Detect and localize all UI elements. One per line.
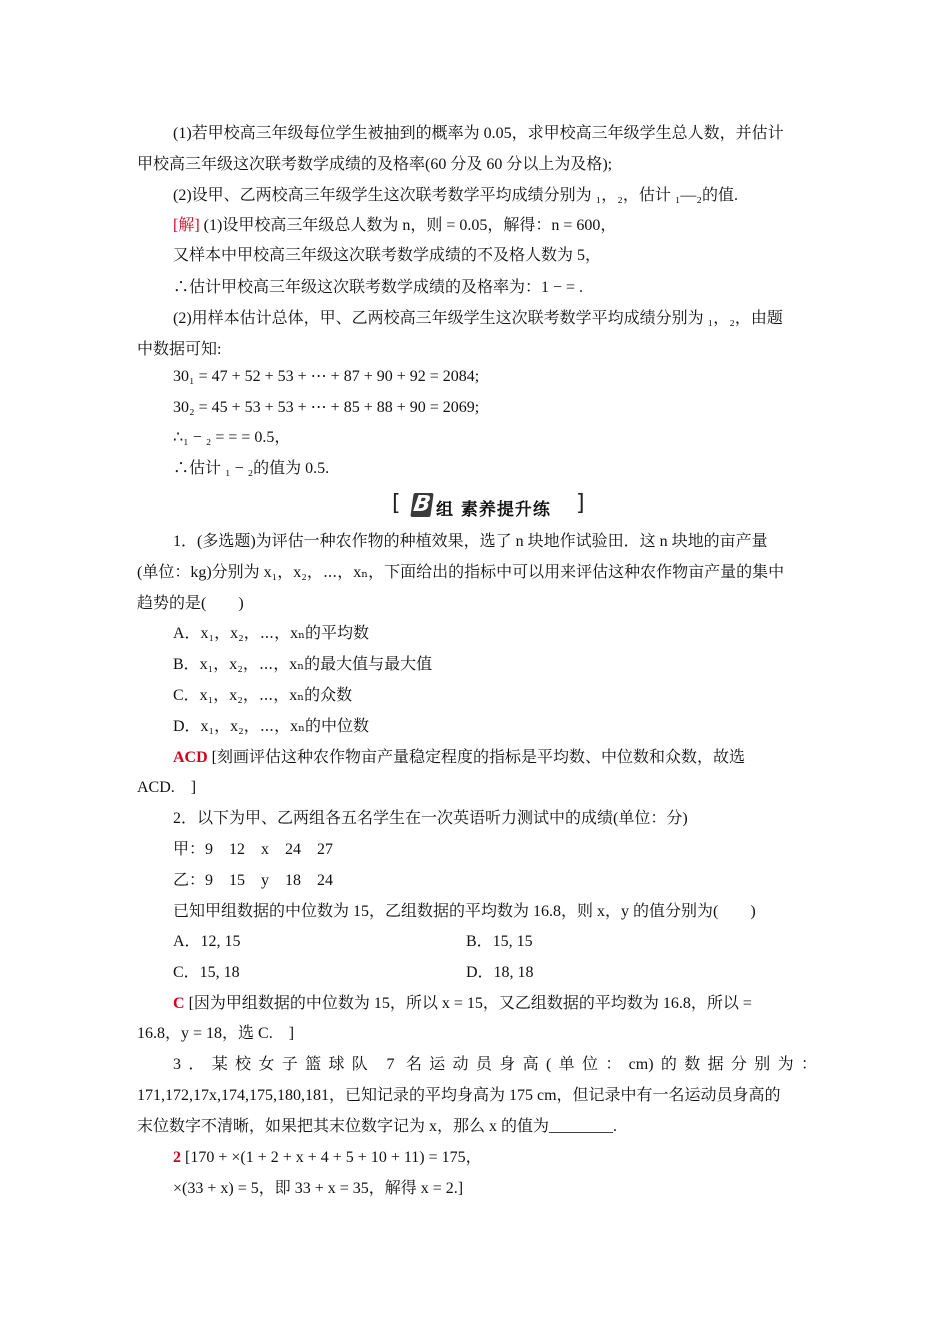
question-2-stem: 已知甲组数据的中位数为 15，乙组数据的平均数为 16.8，则 x，y 的值分别为( ) xyxy=(173,903,756,920)
solution-line xyxy=(173,216,817,236)
answer-text: [170 + ×(1 + 2 + x + 4 + 5 + 10 + 11) = 175， xyxy=(181,1149,482,1166)
text-line: (1)若甲校高三年级每位学生被抽到的概率为 0.05，求甲校高三年级学生总人数，并估计 xyxy=(173,125,784,142)
question-3-stem: 3．某校女子篮球队 7 名运动员身高(单位：cm)的数据分别为： xyxy=(173,1056,817,1073)
answer-tag: ACD xyxy=(173,749,208,766)
question-1-stem: 趋势的是( ) xyxy=(137,595,244,612)
solution-text: (1)设甲校高三年级总人数为 n，则 = 0.05，解得：n = 600， xyxy=(199,217,617,234)
answer-line xyxy=(173,994,817,1014)
left-bracket: [ xyxy=(392,491,401,516)
option-d: D．x₁，x₂，⋯，xₙ的中位数 xyxy=(173,718,370,735)
question-3-stem: 末位数字不清晰，如果把其末位数字记为 x，那么 x 的值为________. xyxy=(137,1118,618,1135)
options-row xyxy=(173,963,817,983)
section-header xyxy=(392,493,592,519)
answer-line xyxy=(173,748,817,768)
text-line: 中数据可知: xyxy=(137,341,222,358)
right-bracket: ] xyxy=(576,491,585,516)
solution-tag: [解] xyxy=(173,217,200,234)
option-d: D．18, 18 xyxy=(466,964,534,981)
answer-text: [因为甲组数据的中位数为 15，所以 x = 15，又乙组数据的平均数为 16.8，所以 = xyxy=(184,995,752,1012)
option-b: B．x₁，x₂，⋯，xₙ的最大值与最大值 xyxy=(173,656,433,673)
text-line: 甲校高三年级这次联考数学成绩的及格率(60 分及 60 分以上为及格); xyxy=(137,156,613,173)
group-letter-badge: B xyxy=(411,492,433,517)
text-line: ∴估计 ₁ − ₂的值为 0.5. xyxy=(173,460,330,477)
equation-line: ∴₁ − ₂ = = = 0.5， xyxy=(173,429,291,446)
answer-line xyxy=(173,1148,817,1168)
equation-line: 30₂ = 45 + 53 + 53 + ⋯ + 85 + 88 + 90 = 2069; xyxy=(173,399,480,416)
text-line: 又样本中甲校高三年级这次联考数学成绩的不及格人数为 5， xyxy=(173,247,602,264)
text-line: (2)用样本估计总体，甲、乙两校高三年级学生这次联考数学平均成绩分别为 ₁，₂，由题 xyxy=(173,310,783,327)
options-row xyxy=(173,932,817,952)
option-a: A．x₁，x₂，⋯，xₙ的平均数 xyxy=(173,625,370,642)
answer-text: [刻画评估这种农作物亩产量稳定程度的指标是平均数、中位数和众数，故选 xyxy=(207,749,746,766)
text-line: ∴估计甲校高三年级这次联考数学成绩的及格率为：1 − = . xyxy=(173,279,584,296)
answer-line: 16.8，y = 18，选 C. ] xyxy=(137,1025,295,1042)
question-2-stem: 2．以下为甲、乙两组各五名学生在一次英语听力测试中的成绩(单位：分) xyxy=(173,810,688,827)
option-c: C．x₁，x₂，⋯，xₙ的众数 xyxy=(173,687,353,704)
answer-line: ACD. ] xyxy=(137,779,197,796)
data-row-yi: 乙：9 15 y 18 24 xyxy=(173,872,334,889)
text-line: (2)设甲、乙两校高三年级学生这次联考数学平均成绩分别为 ₁，₂，估计 ₁—₂的值. xyxy=(173,187,738,204)
equation-line: 30₁ = 47 + 52 + 53 + ⋯ + 87 + 90 + 92 = 2084; xyxy=(173,368,480,385)
data-row-jia: 甲：9 12 x 24 27 xyxy=(173,841,334,858)
option-b: B．15, 15 xyxy=(466,933,533,950)
section-title: 组 素养提升练 xyxy=(436,500,551,520)
question-3-stem: 171,172,17x,174,175,180,181，已知记录的平均身高为 175 cm，但记录中有一名运动员身高的 xyxy=(137,1087,781,1104)
question-1-stem: 1．(多选题)为评估一种农作物的种植效果，选了 n 块地作试验田．这 n 块地的亩产量 xyxy=(173,533,768,550)
answer-tag: 2 xyxy=(173,1149,181,1166)
answer-tag: C xyxy=(173,995,185,1012)
option-c: C．15, 18 xyxy=(173,964,240,981)
option-a: A．12, 15 xyxy=(173,933,241,950)
question-1-stem: (单位：kg)分别为 x₁，x₂，⋯，xₙ，下面给出的指标中可以用来评估这种农作物亩产量的集中 xyxy=(137,564,785,581)
answer-line: ×(33 + x) = 5，即 33 + x = 35，解得 x = 2.] xyxy=(173,1180,464,1197)
